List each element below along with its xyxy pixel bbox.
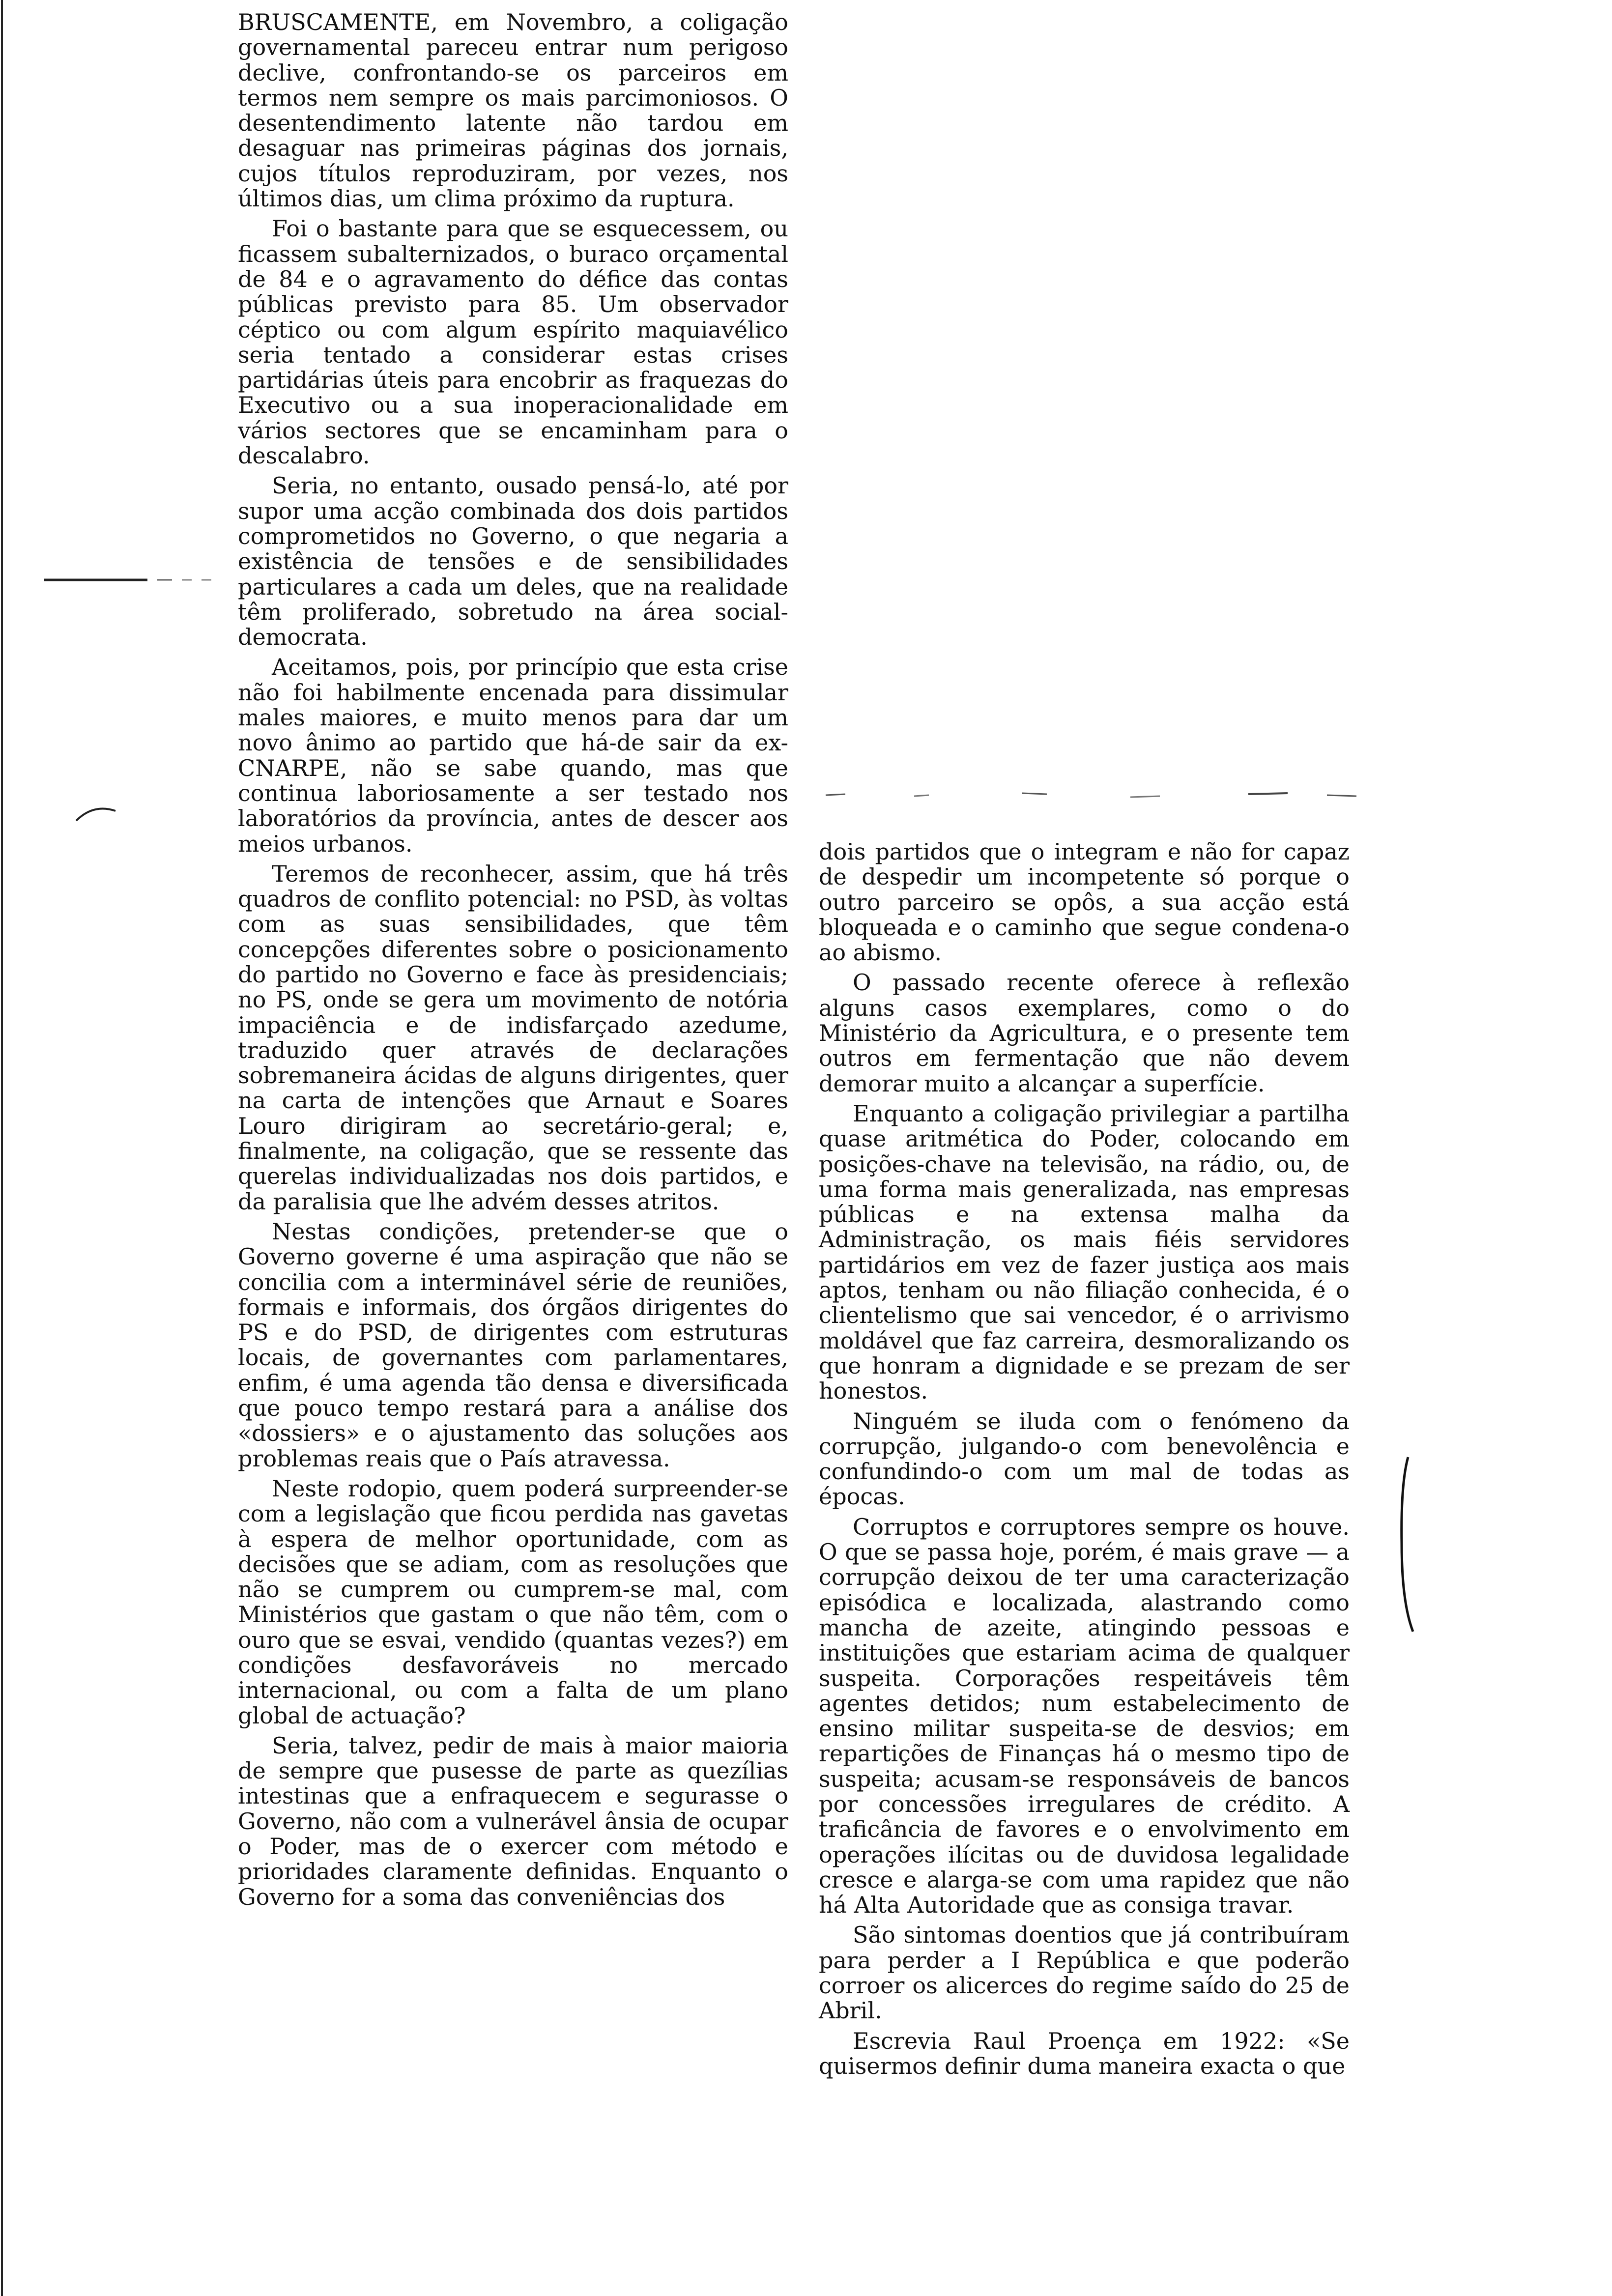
article-right-column bbox=[819, 839, 1350, 2084]
paragraph: dois partidos que o integram e não for capaz de despedir um incompetente só porque o outro parceiro se opôs, a sua acção está bloqueada e o caminho que segue condena-o ao abismo. bbox=[819, 838, 1350, 966]
paragraph: Enquanto a coligação privilegiar a partilha quase aritmética do Poder, colocando em posições-chave na televisão, na rádio, ou, de uma forma mais generalizada, nas empresas públicas e na extensa malha da Administração, os mais fiéis servidores partidários em vez de fazer justiça aos mais aptos, tenham ou não filiação conhecida, é o clientelismo que sai vencedor, é o arrivismo moldável que faz carreira, desmoralizando os que honram a dignidade e se prezam de ser honestos. bbox=[819, 1100, 1350, 1405]
paragraph: Aceitamos, pois, por princípio que esta crise não foi habilmente encenada para dissimular males maiores, e muito menos para dar um novo ânimo ao partido que há-de sair da ex-CNARPE, não se sabe quando, mas que continua laboriosamente a ser testado nos laboratórios da província, antes de descer aos meios urbanos. bbox=[238, 654, 788, 857]
right-margin-bracket-mark bbox=[1396, 1455, 1420, 1636]
article-left-column bbox=[238, 10, 788, 1915]
left-margin-curve-mark bbox=[74, 801, 118, 826]
paragraph: Escrevia Raul Proença em 1922: «Se quisermos definir duma maneira exacta o que bbox=[819, 2027, 1350, 2079]
paragraph: BRUSCAMENTE, em Novembro, a coligação governamental pareceu entrar num perigoso declive, confrontando-se os parceiros em termos nem sempre os mais parcimoniosos. O desentendimento latente não tardou em desaguar nas primeiras páginas dos jornais, cujos títulos reproduziram, por vezes, nos últimos dias, um clima próximo da ruptura. bbox=[238, 9, 788, 212]
paragraph: São sintomas doentios que já contribuíram para perder a I República e que poderão corroer os alicerces do regime saído do 25 de Abril. bbox=[819, 1922, 1350, 2024]
paragraph: Seria, no entanto, ousado pensá-lo, até por supor uma acção combinada dos dois partidos comprometidos no Governo, o que negaria a existência de tensões e de sensibilidades particulares a cada um deles, que na realidade têm proliferado, sobretudo na área social-democrata. bbox=[238, 472, 788, 651]
left-margin-dash-mark bbox=[44, 573, 221, 587]
left-edge-scan-line bbox=[0, 0, 5, 2296]
paragraph: Foi o bastante para que se esquecessem, ou ficassem subalternizados, o buraco orçamental de 84 e o agravamento do défice das contas públicas previsto para 85. Um observador céptico ou com algum espírito maquiavélico seria tentado a considerar estas crises partidárias úteis para encobrir as fraquezas do Executivo ou a sua inoperacionalidade em vários sectores que se encaminham para o descalabro. bbox=[238, 215, 788, 469]
paragraph: Neste rodopio, quem poderá surpreender-se com a legislação que ficou perdida nas gavetas à espera de melhor oportunidade, com as decisões que se adiam, com as resoluções que não se cumprem ou cumprem-se mal, com Ministérios que gastam o que não têm, com o ouro que se esvai, vendido (quantas vezes?) em condições desfavoráveis no mercado internacional, ou com a falta de um plano global de actuação? bbox=[238, 1475, 788, 1729]
paragraph: Ninguém se iluda com o fenómeno da corrupção, julgando-o com benevolência e confundindo-o com um mal de todas as épocas. bbox=[819, 1407, 1350, 1510]
paragraph: Teremos de reconhecer, assim, que há três quadros de conflito potencial: no PSD, às voltas com as suas sensibilidades, que têm concepções diferentes sobre o posicionamento do partido no Governo e face às presidenciais; no PS, onde se gera um movimento de notória impaciência e de indisfarçado azedume, traduzido quer através de declarações sobremaneira ácidas de alguns dirigentes, quer na carta de intenções que Arnaut e Soares Louro dirigiram ao secretário-geral; e, finalmente, na coligação, que se ressente das querelas individualizadas nos dois partidos, e da paralisia que lhe advém desses atritos. bbox=[238, 860, 788, 1215]
paragraph: Nestas condições, pretender-se que o Governo governe é uma aspiração que não se concilia com a interminável série de reuniões, formais e informais, dos órgãos dirigentes do PS e do PSD, de dirigentes com estruturas locais, de governantes com parlamentares, enfim, é uma agenda tão densa e diversificada que pouco tempo restará para a análise dos «dossiers» e o ajustamento das soluções aos problemas reais que o País atravessa. bbox=[238, 1218, 788, 1472]
paragraph: Corruptos e corruptores sempre os houve. O que se passa hoje, porém, é mais grave — a corrupção deixou de ter uma caracterização episódica e localizada, alastrando como mancha de azeite, atingindo pessoas e instituições que estariam acima de qualquer suspeita. Corporações respeitáveis têm agentes detidos; num estabelecimento de ensino militar suspeita-se de desvios; em repartições de Finanças há o mesmo tipo de suspeita; acusam-se responsáveis de bancos por concessões irregulares de crédito. A traficância de favores e o envolvimento em operações ilícitas ou de duvidosa legalidade cresce e alarga-se com uma rapidez que não há Alta Autoridade que as consiga travar. bbox=[819, 1513, 1350, 1919]
scan-noise-band bbox=[816, 785, 1366, 805]
paragraph: O passado recente oferece à reflexão alguns casos exemplares, como o do Ministério da Agricultura, e o presente tem outros em fermentação que não devem demorar muito a alcançar a superfície. bbox=[819, 969, 1350, 1097]
paragraph: Seria, talvez, pedir de mais à maior maioria de sempre que pusesse de parte as quezílias intestinas que a enfraquecem e segurasse o Governo, não com a vulnerável ânsia de ocupar o Poder, mas de o exercer com método e prioridades claramente definidas. Enquanto o Governo for a soma das conveniências dos bbox=[238, 1732, 788, 1910]
